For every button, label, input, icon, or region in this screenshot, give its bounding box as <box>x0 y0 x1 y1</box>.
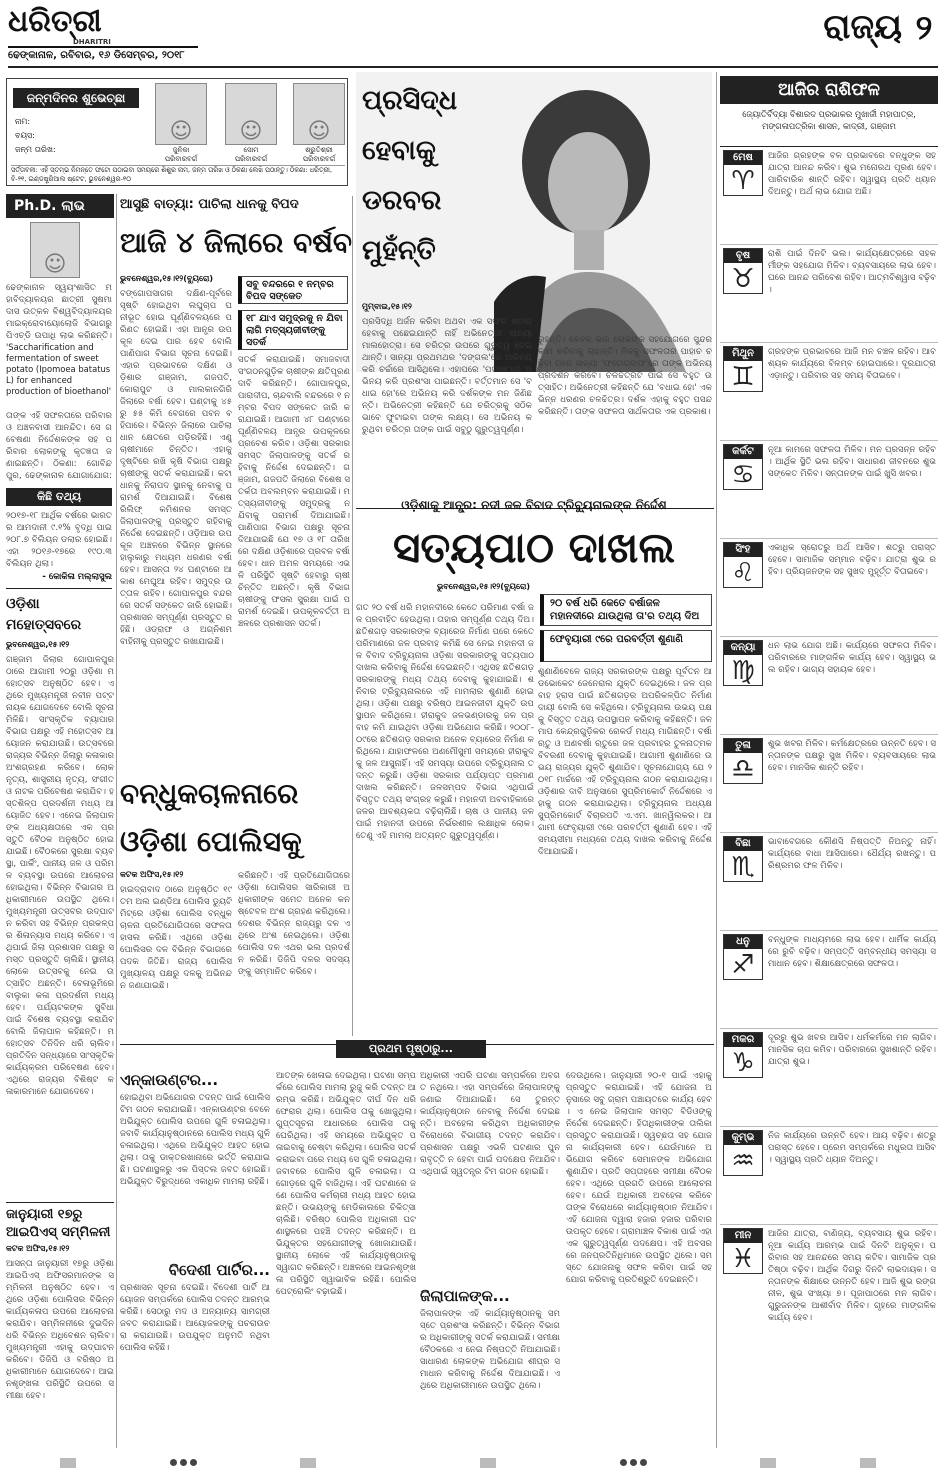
encounter-body: ହୋଇଥିବା ଅଭିଯୋଗର ତଦନ୍ତ ପାଇଁ ପୋଲିସ ଟିମ ଗଠନ କରାଯାଇଛି। ଏନ୍‌କାଉଣ୍ଟର ବେଳେ ଅଭିଯୁକ୍ତ ପୋଲିସ ଉପରେ ଗୁଳି ଚଳାଇଥିଲା। ଜବାବି କାର୍ଯ୍ୟାନୁଷ୍ଠାନରେ ପୋଲିସ ମଧ୍ୟ ଗୁଳି ଚଳାଇଥିଲା। ଏଥିରେ ଅଭିଯୁକ୍ତ ଆହତ ହୋଇଥିଲା। ତାକୁ ଡାକ୍ତରଖାନାରେ ଭର୍ତ୍ତି କରାଯାଇଛି। ଘଟଣାସ୍ଥଳରୁ ଏକ ପିସ୍ତଲ ଜବତ ହୋଇଛି। ଅଭିଯୁକ୍ତ ବିରୁଦ୍ଧରେ ଏକାଧିକ ମାମଲା ରହିଛି। <box>120 1093 270 1187</box>
rashi-badge <box>723 836 763 882</box>
rashi-badge <box>723 640 763 686</box>
rashi-text: ନିଜ କାର୍ଯ୍ୟରେ ଉନ୍ନତି ହେବ। ଆୟ ବଢ଼ିବ। ଶତ୍ରୁ ପରାସ୍ତ ହେବେ। ପ୍ରେମ ସମ୍ପର୍କରେ ମଧୁରତା ଆସିବ। ସ୍ୱାସ୍ଥ୍ୟ ପ୍ରତି ଧ୍ୟାନ ଦିଅନ୍ତୁ। <box>768 1131 936 1165</box>
dateline: ଢେଙ୍କାନାଳ, ରବିବାର, ୧୬ ଡିସେମ୍ବର, ୨୦୧୮ <box>8 46 198 64</box>
rashi-badge <box>723 1032 763 1078</box>
encounter-subhead: ଏନ୍‌କାଉଣ୍ଟର... <box>120 1071 219 1089</box>
mahotsav-headline: ଓଡ଼ିଶା ମହୋତ୍ସବରେ <box>6 596 82 633</box>
rashi-name: ତୁଳା <box>724 739 762 753</box>
phd-title: Ph.D. ଲାଭ <box>6 194 114 218</box>
rashi-divider <box>720 244 938 245</box>
prathama-body-col3: ଅଧିକାରୀ ଏପରି ଘଟଣା ସମ୍ପର୍କରେ ଅବଗତ ନଥିଲେ। ଏହା ସମ୍ପର୍କରେ ଜିଲାପାଳଙ୍କୁ ଜଣାଇ ଦିଆଯାଇଛି। ସେ ତୁରନ୍ତ କାର୍ଯ୍ୟାନୁଷ୍ଠାନ ନେବାକୁ ନିର୍ଦ୍ଦେଶ ଦେଇଛନ୍ତି। ଅବହେଳା କରିଥିବା ଅଧିକାରୀଙ୍କ ବିରୋଧରେ ବିଭାଗୀୟ ତଦନ୍ତ କରାଯିବ। ପ୍ରଶାସନ ପକ୍ଷରୁ ଏଭଳି ଘଟଣାର ପୁନରାବୃତ୍ତି ନ ହେବା ପାଇଁ ପଦକ୍ଷେପ ନିଆଯିବ। ଏଥିପାଇଁ ସ୍ୱତନ୍ତ୍ର ଟିମ ଗଠନ ହୋଇଛି। <box>420 1071 560 1177</box>
kichhi-body: ୨୦୧୭-୧୮ ଆର୍ଥିକ ବର୍ଷରେ ଭାରତର ଆମଦାନୀ ୯.୧% ବୃଦ୍ଧି ପାଇ ୨୦୮.୭ ବିଲିୟନ ଡଲାର ହୋଇଛି। ଏହା ୨୦୧୬-୧୭ରେ ୧୯୦.୩ ବିଲିୟନ ଥିଲା। <box>6 511 112 568</box>
rashi-badge <box>723 1228 763 1274</box>
zodiac-icon: ♓ <box>731 1244 755 1274</box>
cyclone-body-col2: ସତର୍କ କରାଯାଇଛି। ସମାଜବାଦୀ ସଂଗଠନଗୁଡ଼ିକ ଚାଷୀଙ୍କ କ୍ଷତିପୂରଣ ଦାବି କରିଛନ୍ତି। ଗୋପାଳପୁର, ପାରାଦୀପ, ଚାନ୍ଦବାଲି ବନ୍ଦରରେ ୧ ନମ୍ବର ବିପଦ ସଙ୍କେତ ଜାରି କରାଯାଇଛି। ଆଗାମୀ ୪୮ ଘଣ୍ଟାରେ ଘୂର୍ଣ୍ଣିବଳୟ ଆନ୍ଧ୍ର ଉପକୂଳରେ ପ୍ରବେଶ କରିବ। ଓଡ଼ିଶା ସରକାର ସମସ୍ତ ଜିଲାପାଳଙ୍କୁ ସତର୍କ ରହିବାକୁ ନିର୍ଦ୍ଦେଶ ଦେଇଛନ୍ତି। ଗଞ୍ଜାମ, ଗଜପତି ଜିଲାରେ ବିଶେଷ ସତର୍କତା ଅବଲମ୍ବନ କରାଯାଇଛି। ମତ୍ସ୍ୟଜୀବୀଙ୍କୁ ସମୁଦ୍ରକୁ ନ ଯିବାକୁ ପରାମର୍ଶ ଦିଆଯାଇଛି। ପାଣିପାଗ ବିଭାଗ ପକ୍ଷରୁ ସୂଚନା ଦିଆଯାଇଛି ଯେ ୧୭ ଓ ୧୮ ତାରିଖରେ ଦକ୍ଷିଣ ଓଡ଼ିଶାରେ ପ୍ରବଳ ବର୍ଷା ହେବ। ଧାନ ଅମଳ ସମୟରେ ଏଭଳି ପରିସ୍ଥିତି ସୃଷ୍ଟି ହେବାରୁ ଚାଷୀ ଚିନ୍ତିତ ଅଛନ୍ତି। କୃଷି ବିଭାଗ ଚାଷୀଙ୍କୁ ଫସଲ ସୁରକ୍ଷା ପାଇଁ ପରାମର୍ଶ ଦେଇଛି। ଉପକୂଳବର୍ତ୍ତୀ ଅଞ୍ଚଳରେ ପ୍ରଶାସନ ସତର୍କ। <box>238 355 350 629</box>
footer-dots-1 <box>170 1459 197 1466</box>
zodiac-icon: ♊ <box>731 362 755 392</box>
rashi-divider <box>720 1028 938 1029</box>
january-body: ଆସନ୍ତା ଜାନୁୟାରୀ ୧୭ରୁ ଓଡ଼ିଶା ଆଇପିଏସ୍ ଅଫିସରମାନଙ୍କ ସମ୍ମିଳନୀ ଅନୁଷ୍ଠିତ ହେବ। ଏଥିରେ ଓଡ଼ିଶା ପୋଲିସର ବିଭିନ୍ନ କାର୍ଯ୍ୟକଳାପ ଉପରେ ଆଲୋଚନା କରାଯିବ। ସମ୍ମିଳନୀରେ ଦୁଇଦିନ ଧରି ବିଭିନ୍ନ ଅଧିବେଶନ ଚାଲିବ। ମୁଖ୍ୟମନ୍ତ୍ରୀ ଏହାକୁ ଉଦ୍‌ଘାଟନ କରିବେ। ଡିଜିପି ଓ ବରିଷ୍ଠ ଅଧିକାରୀମାନେ ଯୋଗଦେବେ। ଆଇନଶୃଙ୍ଖଳା ପରିସ୍ଥିତି ଉପରେ ସମୀକ୍ଷା ହେବ। <box>6 1259 114 1401</box>
rashi-text: ନୂଆ କାମରେ ସଫଳତା ମିଳିବ। ମନ ପ୍ରସନ୍ନ ରହିବ। ଆର୍ଥିକ ସ୍ଥିତି ଭଲ ରହିବ। ସାଧାରଣ ଜୀବନରେ ଶୁଭ ସଙ୍କେତ ମିଳିବ। ସନ୍ତାନଙ୍କ ପାଇଁ ଖୁସି ଖବର। <box>768 445 936 479</box>
rashi-text: ଆଜିର ଗ୍ରହଙ୍କ ବଳ ପ୍ରଭାବରେ ବନ୍ଧୁଙ୍କ ସହ ଯାତ୍ରା ଆନନ୍ଦ କରିବ। ଶୁଭ ମନୋରଥ ପୂରଣ ହେବ। ପାରିବାରିକ ଶାନ୍ତି ରହିବ। ସ୍ୱାସ୍ଥ୍ୟ ପ୍ରତି ଧ୍ୟାନ ଦିଅନ୍ତୁ। ଅର୍ଥ ଲାଭ ଯୋଗ ଅଛି। <box>768 151 936 197</box>
rashi-divider <box>720 1126 938 1127</box>
rashi-name: ମକର <box>724 1033 762 1047</box>
kichhi-title: କିଛି ତଥ୍ୟ <box>6 488 112 506</box>
rashi-text: ଶୁଭ ଖବର ମିଳିବ। କର୍ମକ୍ଷେତ୍ରରେ ଉନ୍ନତି ହେବ। ସନ୍ତାନଙ୍କ ପକ୍ଷରୁ ସୁଖ ମିଳିବ। ବ୍ୟବସାୟରେ ଲାଭ ହେବ। ମାନସିକ ଶାନ୍ତି ରହିବ। <box>768 739 936 773</box>
prathama-body-col4: ଦେଉଥିଲେ। ଜାନୁୟାରୀ ୨୦-୧ ପାଇଁ ଏହାକୁ ପ୍ରସ୍ତୁତ କରାଯାଇଛି। ଏହି ଯୋଜନା ଅନୁସାରେ ସବୁ ଗ୍ରାମ ପଞ୍ଚାୟତରେ କାର୍ଯ୍ୟ ହେବ। ଏ ନେଇ ଜିଲାପାଳ ସମସ୍ତ ବିଡିଓଙ୍କୁ ନିର୍ଦ୍ଦେଶ ଦେଇଛନ୍ତି। ହିତାଧିକାରୀଙ୍କ ତାଲିକା ପ୍ରସ୍ତୁତ କରାଯାଉଛି। ସ୍ୱଚ୍ଛତା ସହ ଯୋଜନା କାର୍ଯ୍ୟକାରୀ ହେବ। ଯେଉଁମାନେ ଅଭିଯୋଗ କରିବେ ସେମାନଙ୍କ ଅଭିଯୋଗ ଶୁଣାଯିବ। ପ୍ରତି ସପ୍ତାହରେ ସମୀକ୍ଷା ବୈଠକ ହେବ। ଏଥିରେ ପ୍ରଗତି ଉପରେ ଆଲୋଚନା ହେବ। ଯେଉଁ ଅଧିକାରୀ ଅବହେଳା କରିବେ ତାଙ୍କ ବିରୋଧରେ କାର୍ଯ୍ୟାନୁଷ୍ଠାନ ନିଆଯିବ। ଏହି ଯୋଜନା ଦ୍ୱାରା ହଜାର ହଜାର ପରିବାର ଉପକୃତ ହେବେ। ଗ୍ରାମାଞ୍ଚଳ ବିକାଶ ପାଇଁ ଏହା ଏକ ଗୁରୁତ୍ୱପୂର୍ଣ୍ଣ ପଦକ୍ଷେପ। ଏହି ଅବସରରେ ଜନପ୍ରତିନିଧିମାନେ ଉପସ୍ଥିତ ଥିଲେ। ସମସ୍ତେ ଯୋଜନାକୁ ସଫଳ କରିବା ପାଇଁ ସହଯୋଗ କରିବାକୁ ପ୍ରତିଶ୍ରୁତି ଦେଇଛନ୍ତି। <box>566 1071 712 1285</box>
nadi-headline: ସତ୍ୟପାଠ ଦାଖଲ <box>392 523 676 572</box>
rashi-text: ଆଜିର ଯାତ୍ରା, ବାଣିଜ୍ୟ, ବ୍ୟବସାୟ ଶୁଭ ରହିବ। ନୂଆ କାର୍ଯ୍ୟ ଆରମ୍ଭ ପାଇଁ ଦିନଟି ଅନୁକୂଳ। ପରିବାର ସହ ଆନନ୍ଦରେ ସମୟ କଟିବ। ସାମାଜିକ ପ୍ରତିଷ୍ଠା ବଢ଼ିବ। ଆର୍ଥିକ ଦିଗରୁ ଦିନଟି ଲାଭଦାୟକ। ସନ୍ତାନଙ୍କ ଶିକ୍ଷାରେ ଉନ୍ନତି ହେବ। ଆଜି ଶୁଭ ରଙ୍ଗ ନୀଳ, ଶୁଭ ସଂଖ୍ୟା ୭। ପୂଜାପାଠରେ ମନ ଲାଗିବ। ଗୁରୁଜନଙ୍କ ଆଶୀର୍ବାଦ ମିଳିବ। ଗୃହରେ ମାଙ୍ଗଳିକ କାର୍ଯ୍ୟ ହେବ। <box>768 1229 936 1323</box>
section-title: ରାଜ୍ୟ <box>823 7 902 47</box>
phd-photo: ☺ <box>30 222 80 278</box>
birthday-box <box>6 78 348 186</box>
footer-dots-2 <box>620 1459 647 1466</box>
rashi-divider <box>720 1224 938 1225</box>
january-headline: ଜାନୁୟାରୀ ୧୭ରୁ ଆଇପିଏସ୍ ସମ୍ମିଳନୀ <box>6 1207 111 1240</box>
rashi-divider <box>720 440 938 441</box>
police-headline: ବନ୍ଧୁକଚାଳନାରେ ଓଡ଼ିଶା ପୋଲିସକୁ <box>120 777 302 858</box>
phd-body-1: ଢେଙ୍କାନାଳ ସ୍ୱୟଂଶାସିତ ମହାବିଦ୍ୟାଳୟର ଛାତ୍ରୀ ସୁଷମା ଦାସ ଉତ୍କଳ ବିଶ୍ୱବିଦ୍ୟାଳୟର ମାଇକ୍ରୋବାୟୋଲୋଜି ବିଭାଗରୁ ପିଏଚ୍‌ଡି ଉପାଧି ଲାଭ କରିଛନ୍ତି। <box>6 283 112 341</box>
cyclone-dateline: ଭୁବନେଶ୍ୱର,୧୫।୧୨(ବ୍ୟୁରୋ) <box>120 274 214 283</box>
rashi-name: କୁମ୍ଭ <box>724 1131 762 1145</box>
zodiac-icon: ♉ <box>731 264 755 294</box>
cyclone-box-1: ସବୁ ବନ୍ଦରରେ ୧ ନମ୍ବର ବିପଦ ସଙ୍କେତ <box>238 276 348 304</box>
rashi-divider <box>720 832 938 833</box>
birthday-title: ଜନ୍ମଦିନର ଶୁଭେଚ୍ଛା <box>13 88 139 108</box>
rashi-name: ଧନୁ <box>724 935 762 949</box>
nadi-body-col1: ଗତ ୨୦ ବର୍ଷ ଧରି ମହାନଦୀରେ କେତେ ପରିମାଣ ବର୍ଷା ଜଳ ପ୍ରବାହିତ ହେଉଥିଲା। ତାହାର ସମ୍ପୂର୍ଣ୍ଣ ତଥ୍ୟ ଦିଅ। ଛତିଶଗଡ଼ ସରକାରଙ୍କ ବ୍ୟାରେଜ ନିର୍ମାଣ ପରେ କେତେ ପରିମାଣରେ ଜଳ ପ୍ରବାହ କମିଛି ସେ ନେଇ ମହାନଦୀ ଜଳ ବିବାଦ ଟ୍ରିବ୍ୟୁନାଲ ଓଡ଼ିଶା ସରକାରଙ୍କୁ ସତ୍ୟପାଠ ଦାଖଲ କରିବାକୁ ନିର୍ଦ୍ଦେଶ ଦେଇଛନ୍ତି। ଏଥିସହ ଛତିଶଗଡ଼ ସରକାରଙ୍କୁ ମଧ୍ୟ ତଥ୍ୟ ଦେବାକୁ କୁହାଯାଇଛି। ଶନିବାର ଟ୍ରିବ୍ୟୁନାଲରେ ଏହି ମାମଲାର ଶୁଣାଣି ହୋଇଥିଲା। ଓଡ଼ିଶା ପକ୍ଷରୁ ବରିଷ୍ଠ ଆଇନଜୀବୀ ଯୁକ୍ତି ଉପସ୍ଥାପନ କରିଥିଲେ। ହୀରାକୁଦ ଜଳଭଣ୍ଡାରକୁ ଜଳ ପ୍ରବାହ କମି ଯାଇଥିବା ଓଡ଼ିଶା ଅଭିଯୋଗ କରିଛି। ୨୦୦୮-୦୯ରେ ଛତିଶଗଡ଼ ସରକାର ଅନେକ ବ୍ୟାରେଜ ନିର୍ମାଣ କରିଥିଲେ। ଯାହାଫଳରେ ଅଣମୌସୁମୀ ସମୟରେ ହୀରାକୁଦକୁ ଜଳ ଆସୁନାହିଁ। ଏହି ସମସ୍ୟା ଉପରେ ଟ୍ରିବ୍ୟୁନାଲ ତଦନ୍ତ କରୁଛି। ଓଡ଼ିଶା ସରକାର ପର୍ଯ୍ୟାପ୍ତ ପ୍ରମାଣ ଦାଖଲ କରିଛନ୍ତି। ଜଳସମ୍ପଦ ବିଭାଗ ଏଥିପାଇଁ ବିସ୍ତୃତ ତଥ୍ୟ ସଂଗ୍ରହ କରୁଛି। ମହାନଦୀ ଅବବାହିକାରେ ଜଳର ଆବଶ୍ୟକତା ବଢ଼ିଚାଲିଛି। ଚାଷ ଓ ପାନୀୟ ଜଳ ପାଇଁ ମହାନଦୀ ଉପରେ ନିର୍ଭରଶୀଳ ଲକ୍ଷାଧିକ ଲୋକ। ତେଣୁ ଏହି ମାମଲା ଅତ୍ୟନ୍ତ ଗୁରୁତ୍ୱପୂର୍ଣ୍ଣ। <box>356 603 534 841</box>
child-caption-3: ଶ୍ରୁତିଶ୍ରୀ ପରିବାରବର୍ଗ <box>302 146 336 163</box>
birthday-fields: ନାମ: ବୟସ: ଜନ୍ମ ତାରିଖ: <box>15 117 56 154</box>
rashi-name: ମୀନ <box>724 1229 762 1243</box>
footer-mark-1 <box>60 1458 76 1468</box>
color-registration-footer <box>0 1454 945 1471</box>
rashi-text: ଗ୍ରହଙ୍କ ପ୍ରଭାବରେ ଆଜି ମନ ଚଞ୍ଚଳ ରହିବ। ଆବଶ୍ୟକ କାର୍ଯ୍ୟରେ ବିଳମ୍ବ ହୋଇପାରେ। ଦୂରଯାତ୍ରା ଏଡ଼ାନ୍ତୁ। ପରିବାର ସହ ସମୟ ବିତାଇବେ। <box>768 347 936 381</box>
child-photo-1: ☺ <box>155 83 207 145</box>
phd-body-2: ତାଙ୍କ ଏହି ସଫଳତାରେ ପରିବାର ଓ ଅଞ୍ଚଳବାସୀ ଆନନ୍ଦିତ। ସେ ଗବେଷଣା ନିର୍ଦ୍ଦେଶକଙ୍କ ସହ ପରିବାର ଲୋକଙ୍କୁ କୃତଜ୍ଞତା ଜଣାଇଛନ୍ତି। ଠିକଣା: ଗୋବିନ୍ଦପୁର, ଢେଙ୍କାନାଳ ଯୋଗାଯୋଗ: <box>6 411 112 481</box>
rashi-text: ଭାବାବେଗରେ କୌଣସି ନିଷ୍ପତ୍ତି ନିଅନ୍ତୁ ନାହିଁ। କାର୍ଯ୍ୟରେ ବାଧା ଆସିପାରେ। ଧୈର୍ଯ୍ୟ ରଖନ୍ତୁ। ପରିଶ୍ରମର ଫଳ ମିଳିବ। <box>768 837 936 871</box>
nadi-dateline: ଭୁବନେଶ୍ୱର,୧୫।୧୨(ବ୍ୟୁରୋ) <box>436 582 530 591</box>
rashi-name: ମିଥୁନ <box>724 347 762 361</box>
nadi-kicker: ଓଡ଼ିଶାକୁ ଆନ୍ଧ୍ର: ନଦୀ ଜଳ ବିବାଦ ଟ୍ରିବ୍ୟୁନାଲଙ୍କ ନିର୍ଦ୍ଦେଶ <box>401 498 667 512</box>
rashi-badge <box>723 248 763 294</box>
rashi-text: ବନ୍ଧୁଙ୍କ ମାଧ୍ୟମରେ ଲାଭ ହେବ। ଧାର୍ମିକ କାର୍ଯ୍ୟରେ ରୁଚି ବଢ଼ିବ। ସମ୍ପତ୍ତି ସମ୍ବନ୍ଧୀୟ ସମସ୍ୟା ସମାଧାନ ହେବ। ଶିକ୍ଷାକ୍ଷେତ୍ରରେ ସଫଳତା। <box>768 935 936 969</box>
nadi-box-1: ୨୦ ବର୍ଷ ଧରି କେତେ ବର୍ଷାଜଳ ମହାନଦୀରେ ଯାଉଥିଲା ତା'ର ତଥ୍ୟ ଦିଅ <box>540 594 712 626</box>
rashi-divider <box>720 930 938 931</box>
rashi-name: ମେଷ <box>724 151 762 165</box>
footer-mark-5 <box>860 1458 876 1468</box>
cyclone-kicker: ଆସୁଛି ବାତ୍ୟା: ପାଚିଲା ଧାନକୁ ବିପଦ <box>120 197 299 212</box>
rashi-badge <box>723 444 763 490</box>
sanya-headline: ପ୍ରସିଦ୍ଧ ହେବାକୁ ଡରବର ମୁହଁନ୍ତି <box>362 85 458 266</box>
rashi-badge <box>723 934 763 980</box>
zodiac-icon: ♑ <box>731 1048 755 1078</box>
videshi-body-col1: ପ୍ରଶାସନ ସୂଚନା ଦେଇଛି। ବିଦେଶୀ ପାର୍ଟି ଆୟୋଜନ ସମ୍ପର୍କରେ ପୋଲିସ ତଦନ୍ତ ଆରମ୍ଭ କରିଛି। ସେଠାରୁ ମଦ ଓ ଅନ୍ୟାନ୍ୟ ସାମଗ୍ରୀ ଜବତ କରାଯାଇଛି। ଆୟୋଜକଙ୍କୁ ପଚରାଉଚରା କରାଯାଉଛି। ଉପଯୁକ୍ତ ଅନୁମତି ନଥିବା ପୋଲିସ କହିଛି। <box>120 1283 270 1353</box>
footer-mark-4 <box>760 1458 776 1468</box>
police-dateline: କଟକ ଅଫିସ,୧୫।୧୨ <box>120 870 184 879</box>
rashifal-byline: ଜ୍ୟୋତିର୍ବିଦ୍ୟା ବିଶାରଦ ପ୍ରଭାକର ମୁଖାର୍ଜୀ ମହାପାତ୍ର, ମଙ୍ଗଳାପତ୍ରିକା ଶାସନ, କାଦ୍ରୀ, ଗଞ୍ଜାମ <box>742 109 916 131</box>
rashi-name: ସିଂହ <box>724 543 762 557</box>
footer-mark-3 <box>480 1458 496 1468</box>
zodiac-icon: ♒ <box>731 1146 755 1176</box>
police-body-col1: ହାଇଦ୍ରାବାଦ ଠାରେ ଅନୁଷ୍ଠିତ ୧୯ତମ ଅଲ ଇଣ୍ଡିଆ ପୋଲିସ ଡ୍ୟୁଟି ମିଟ୍‌ରେ ଓଡ଼ିଶା ପୋଲିସ ବନ୍ଧୁକଚାଳନା ପ୍ରତିଯୋଗିତାରେ ସଫଳତା ହାସଲ କରିଛି। ଏଥିରେ ଓଡ଼ିଶା ପୋଲିସର ଦଳ ବିଭିନ୍ନ ବିଭାଗରେ ପଦକ ଜିତିଛି। ରାଜ୍ୟ ପୋଲିସ ମୁଖ୍ୟାଳୟ ପକ୍ଷରୁ ଦଳକୁ ଅଭିନନ୍ଦନ ଜଣାଯାଇଛି। <box>120 885 232 991</box>
rashifal-title: ଆଜିର ରାଶିଫଳ <box>720 76 938 104</box>
rashi-text: ଏକାଧିକ ସ୍ରୋତରୁ ଅର୍ଥ ଆସିବ। ଶତ୍ରୁ ପରାସ୍ତ ହେବେ। ସାମାଜିକ ସମ୍ମାନ ବଢ଼ିବ। ଯାତ୍ରା ଶୁଭ ରହିବ। ପ୍ରିୟଜନଙ୍କ ସହ ସୁଖଦ ମୁହୂର୍ତ୍ତ ବିତାଇବେ। <box>768 543 936 577</box>
child-caption-1: ଜୁନିକା ପରିବାରବର୍ଗ <box>164 146 198 163</box>
logo-subtext: DHARITRI <box>73 38 111 46</box>
rashi-text: ଦୂରରୁ ଶୁଭ ଖବର ଆସିବ। ଧର୍ମକର୍ମରେ ମନ ଲାଗିବ। ମାନସିକ ଚାପ କମିବ। ପରିବାରରେ ସୁଖଶାନ୍ତି ରହିବ। ଯାତ୍ରା ଶୁଭ। <box>768 1033 936 1067</box>
nadi-box-2: ଫେବୃୟାରୀ ୯ରେ ପରବର୍ତ୍ତୀ ଶୁଣାଣି <box>540 630 712 662</box>
logo-text: ଧରିତ୍ରୀ <box>8 6 102 39</box>
zodiac-icon: ♏ <box>731 852 755 882</box>
zodiac-icon: ♐ <box>731 950 755 980</box>
rashi-text: ଧନ ଲାଭ ଯୋଗ ଅଛି। କାର୍ଯ୍ୟରେ ସଫଳତା ମିଳିବ। ପରିବାରରେ ମାଙ୍ଗଳିକ କାର୍ଯ୍ୟ ହେବ। ସ୍ୱାସ୍ଥ୍ୟ ଭଲ ରହିବ। ଭାଗ୍ୟ ସହାୟକ ହେବ। <box>768 641 936 675</box>
mahotsav-body: ଗଞ୍ଜାମ ଜିଲାର ଗୋପାଳପୁରଠାରେ ଆଗାମୀ ୨୦ରୁ ଓଡ଼ିଶା ମହୋତ୍ସବ ଅନୁଷ୍ଠିତ ହେବ। ଏଥିରେ ମୁଖ୍ୟମନ୍ତ୍ରୀ ନବୀନ ପଟ୍ଟନାୟକ ଯୋଗଦେବେ ବୋଲି ସୂଚନା ମିଳିଛି। ସାଂସ୍କୃତିକ ବ୍ୟାପାର ବିଭାଗ ପକ୍ଷରୁ ଏହି ମହୋତ୍ସବ ଆୟୋଜନ କରାଯାଉଛି। ଉତ୍ସବରେ ରାଜ୍ୟର ବିଭିନ୍ନ ଜିଲାରୁ କଳାକାର ଅଂଶଗ୍ରହଣ କରିବେ। ଲୋକନୃତ୍ୟ, ଶାସ୍ତ୍ରୀୟ ନୃତ୍ୟ, ସଂଗୀତ ଓ ନାଟକ ପରିବେଷଣ କରାଯିବ। ହସ୍ତଶିଳ୍ପ ପ୍ରଦର୍ଶନୀ ମଧ୍ୟ ଆୟୋଜିତ ହେବ। ଏନେଇ ଜିଲାପାଳଙ୍କ ଅଧ୍ୟକ୍ଷତାରେ ଏକ ପ୍ରସ୍ତୁତି ବୈଠକ ଅନୁଷ୍ଠିତ ହୋଇଯାଇଛି। ବୈଠକରେ ସୁରକ୍ଷା ବ୍ୟବସ୍ଥା, ପାର୍କିଂ, ପାନୀୟ ଜଳ ଓ ପରିମଳ ବ୍ୟବସ୍ଥା ଉପରେ ଆଲୋଚନା ହୋଇଥିଲା। ବିଭିନ୍ନ ବିଭାଗର ଅଧିକାରୀମାନେ ଉପସ୍ଥିତ ଥିଲେ। ମୁଖ୍ୟମନ୍ତ୍ରୀ ଉତ୍ସବର ଉଦ୍‌ଘାଟନ କରିବା ସହ ବିଭିନ୍ନ ପ୍ରକଳ୍ପର ଶିଳାନ୍ୟାସ ମଧ୍ୟ କରିବେ। ଏଥିପାଇଁ ଜିଲା ପ୍ରଶାସନ ପକ୍ଷରୁ ସମସ୍ତ ପ୍ରସ୍ତୁତି ଚାଲିଛି। ସ୍ଥାନୀୟ ଲୋକେ ଉତ୍ସବକୁ ନେଇ ଉତ୍ସାହିତ ଅଛନ୍ତି। ବେଳାଭୂମିରେ ବାଲୁକା କଳା ପ୍ରଦର୍ଶନୀ ମଧ୍ୟ ହେବ। ପର୍ଯ୍ୟଟକଙ୍କ ସୁବିଧା ପାଇଁ ବିଶେଷ ବ୍ୟବସ୍ଥା କରାଯିବ ବୋଲି ଜିଲାପାଳ କହିଛନ୍ତି। ମହୋତ୍ସବ ତିନିଦିନ ଧରି ଚାଲିବ। ପ୍ରତିଦିନ ସନ୍ଧ୍ୟାରେ ସାଂସ୍କୃତିକ କାର୍ଯ୍ୟକ୍ରମ ପରିବେଷଣ ହେବ। ଏଥିରେ ରାଜ୍ୟର ବିଶିଷ୍ଟ କଳାକାରମାନେ ଯୋଗଦେବେ। <box>6 655 114 1097</box>
rashi-name: କର୍କଟ <box>724 445 762 459</box>
kichhi-author: - କୋକିଳା ମଲ୍ଲାସୁଲ <box>42 572 112 582</box>
rashi-badge <box>723 1130 763 1176</box>
rashi-name: କନ୍ୟା <box>724 641 762 655</box>
rashi-badge <box>723 738 763 784</box>
rashi-divider <box>720 636 938 637</box>
masthead-rule <box>8 66 938 68</box>
prathama-title: ପ୍ରଥମ ପୃଷ୍ଠାରୁ... <box>336 1040 486 1058</box>
child-caption-2: ସୋମ ପରିବାରବର୍ଗ <box>234 146 268 163</box>
prathama-body-col2: ଆତଙ୍କ ଖେଳାଇ ଦେଇଥିଲା। ଘଟଣା ସମ୍ପର୍କରେ ପୋଲିସ ମାମଲା ରୁଜୁ କରି ତଦନ୍ତ ଆରମ୍ଭ କରିଛି। ଅଭିଯୁକ୍ତ ଦୀର୍ଘ ଦିନ ଧରି ଫେରାର ଥିଲା। ପୋଲିସ ତାକୁ ଖୋଜୁଥିଲା। ଗୁପ୍ତସୂଚନା ଆଧାରରେ ପୋଲିସ ତାକୁ ଘେରିଥିଲା। ଏହି ସମୟରେ ଅଭିଯୁକ୍ତ ପଳାଇବାକୁ ଚେଷ୍ଟା କରିଥିଲା। ପୋଲିସ ସତର୍କ କରାଇବା ପରେ ମଧ୍ୟ ସେ ଗୁଳି ଚଳାଇଥିଲା। ଜବାବରେ ପୋଲିସ ଗୁଳି ଚଳାଇଲା। ତା ଗୋଡ଼ରେ ଗୁଳି ବାଜିଥିଲା। ଏହି ଘଟଣାରେ ଜଣେ ପୋଲିସ କର୍ମଚାରୀ ମଧ୍ୟ ଆହତ ହୋଇଛନ୍ତି। ଉଭୟଙ୍କୁ ମେଡିକାଲରେ ଚିକିତ୍ସା ଚାଲିଛି। ବରିଷ୍ଠ ପୋଲିସ ଅଧିକାରୀ ଘଟଣାସ୍ଥଳରେ ପହଞ୍ଚି ତଦନ୍ତ କରିଛନ୍ତି। ଅଭିଯୁକ୍ତର ସହଯୋଗୀଙ୍କୁ ଖୋଜାଯାଉଛି। ସ୍ଥାନୀୟ ଲୋକେ ଏହି କାର୍ଯ୍ୟାନୁଷ୍ଠାନକୁ ସ୍ୱାଗତ କରିଛନ୍ତି। ଅଞ୍ଚଳରେ ଆଇନଶୃଙ୍ଖଳା ପରିସ୍ଥିତି ସ୍ୱାଭାବିକ ରହିଛି। ପୋଲିସ ପେଟ୍ରୋଲିଂ ବଢ଼ାଇଛି। <box>276 1071 416 1297</box>
birthday-notice: ସର୍ତ୍ତାବଳୀ: ଏହି ସ୍ତମ୍ଭ ନିମନ୍ତେ ଫଟୋ ପଠାଇବା ସମୟରେ ଶିଶୁର ନାମ, ଜନ୍ମ ତାରିଖ ଓ ଠିକଣା ଲେଖି ପଠାନ୍ତୁ। ଠିକଣା: ଧରିତ୍ରୀ, ବି-୨୧, ଇଣ୍ଡଷ୍ଟ୍ରିଆଲ ଷ୍ଟେଟ, ଭୁବନେଶ୍ୱର-୧୦ <box>11 165 345 185</box>
zodiac-icon: ♎ <box>731 754 755 784</box>
zodiac-icon: ♍ <box>731 656 755 686</box>
child-photo-2: ☺ <box>225 83 277 145</box>
phd-thesis-title: 'Saccharification and fermentation of sweet potato (Ipomoea batatus L) for enhanced production of bioethanol' <box>6 342 112 396</box>
cyclone-box-2: ୧୮ ଯାଏ ସମୁଦ୍ରକୁ ନ ଯିବା ଲାଗି ମତ୍ସ୍ୟଜୀବୀଙ୍କୁ ସତର୍କ <box>238 310 348 350</box>
sanya-body-col2: ରୁହନ୍ତି। କେବଳ ଭଲ ଲୋକଙ୍କ ସହଯୋଗରେ ସୁନ୍ଦର କାମ କରିବାକୁ ଚାହାନ୍ତି। ନିଜକୁ ସଫଳତାର ପାହାଚ ଚଢ଼ିବା ପରେ ସାନ୍ୟା 'ଫଟୋଗ୍ରାଫ'ରେ ତାଙ୍କ ଅଭିନୟ ପ୍ରଦର୍ଶନ କରିବେ। ଚଳଚ୍ଚିତ୍ରଟି ପାଇଁ ସେ ବହୁତ ଉତ୍ସାହିତ। ଅଭିନେତ୍ରୀ କହିଛନ୍ତି ଯେ 'ବଧାଇ ହୋ' ଏକ ଭିନ୍ନ ଧରଣର ଚଳଚ୍ଚିତ୍ର। ଦର୍ଶକ ଏହାକୁ ବହୁତ ପସନ୍ଦ କରିଛନ୍ତି। ତାଙ୍କ ସଫଳତା ସାର୍ଥକତାର ଏକ ପ୍ରକାଶ। <box>538 335 712 417</box>
mahotsav-dateline: ଭୁବନେଶ୍ୱର,୧୫।୧୨ <box>6 640 70 649</box>
footer-mark-2 <box>300 1458 316 1468</box>
rashi-divider <box>720 734 938 735</box>
rashi-name: ବୃଷ <box>724 249 762 263</box>
zodiac-icon: ♈ <box>731 166 755 196</box>
child-photo-3: ☺ <box>293 83 345 145</box>
rashi-badge <box>723 542 763 588</box>
cyclone-body-col1: ବଙ୍ଗୋପସାଗର ଦକ୍ଷିଣ-ପୂର୍ବରେ ସୃଷ୍ଟି ହୋଇଥିବା ଲଘୁଚାପ ଘନୀଭୂତ ହୋଇ ଘୂର୍ଣ୍ଣିବଳୟରେ ପରିଣତ ହୋଇଛି। ଏହା ଆନ୍ଧ୍ର ଉପକୂଳ ଦେଇ ପାର ହେବ ବୋଲି ପାଣିପାଗ ବିଭାଗ ସୂଚନା ଦେଇଛି। ଏହାର ପ୍ରଭାବରେ ଦକ୍ଷିଣ ଓଡ଼ିଶାର ଗଞ୍ଜାମ, ଗଜପତି, କୋରାପୁଟ ଓ ମାଲକାନଗିରି ଜିଲାରେ ବର୍ଷା ହେବ। ଘଣ୍ଟାକୁ ୪୫ ରୁ ୫୫ କିମି ବେଗରେ ପବନ ବହିପାରେ। ବିଭିନ୍ନ ଜିଲାରେ ପାଚିଲା ଧାନ କ୍ଷେତରେ ପଡ଼ିରହିଛି। ଏଣୁ ଚାଷୀମାନେ ଚିନ୍ତିତ। ଏହାକୁ ଦୃଷ୍ଟିରେ ରଖି କୃଷି ବିଭାଗ ପକ୍ଷରୁ ଚାଷୀଙ୍କୁ ସତର୍କ କରାଯାଇଛି। କଟା ଧାନକୁ ନିରାପଦ ସ୍ଥାନକୁ ନେବାକୁ ପରାମର୍ଶ ଦିଆଯାଇଛି। ବିଶେଷ ରିଲିଫ୍ କମିଶନର ସମସ୍ତ ଜିଲାପାଳଙ୍କୁ ପ୍ରସ୍ତୁତ ରହିବାକୁ ନିର୍ଦ୍ଦେଶ ଦେଇଛନ୍ତି। ଓଡ଼ିଆର ଉପକୂଳ ଅଞ୍ଚଳରେ ବିଭିନ୍ନ ସ୍ଥାନରେ ହାଲୁକାରୁ ମଧ୍ୟମ ଧରଣର ବର୍ଷା ହେବ। ଆସନ୍ତା ୨୪ ଘଣ୍ଟାରେ ଆକାଶ ମେଘୁଆ ରହିବ। ସମୁଦ୍ର ଉତ୍ତାଳ ରହିବ। ଗୋପାଳପୁର ବନ୍ଦରରେ ସତର୍କ ସଙ୍କେତ ଜାରି ହୋଇଛି। ପ୍ରଶାସନ ସମ୍ପୂର୍ଣ୍ଣ ପ୍ରସ୍ତୁତ ରହିଛି। ଓଡ୍ରାଫ ଓ ଅଗ୍ନିଶମ ବାହିନୀକୁ ପ୍ରସ୍ତୁତ ରଖାଯାଇଛି। <box>120 289 232 647</box>
nadi-body-col2: ଶୁଣାଣିବେଳେ ରାଜ୍ୟ ସରକାରଙ୍କ ପକ୍ଷରୁ ପୂର୍ବତନ ଆଡଭୋକେଟ ଜେନେରାଲ ଯୁକ୍ତି ଦେଇଥିଲେ। ଜଳ ପ୍ରବାହ ହ୍ରାସ ପାଇଁ ଛତିଶଗଡ଼ର ଅପରିକଳ୍ପିତ ନିର୍ମାଣ ଦାୟୀ ବୋଲି ସେ କହିଥିଲେ। ଟ୍ରିବ୍ୟୁନାଲ ଉଭୟ ପକ୍ଷକୁ ବିସ୍ତୃତ ତଥ୍ୟ ଉପସ୍ଥାପନ କରିବାକୁ କହିଛନ୍ତି। ଜଳ ମାପ କେନ୍ଦ୍ରଗୁଡ଼ିକର ରେକର୍ଡ ମଧ୍ୟ ମାଗିଛନ୍ତି। ବର୍ଷା ଋତୁ ଓ ଅଣବର୍ଷା ଋତୁରେ ଜଳ ପ୍ରବାହର ତୁଳନାତ୍ମକ ବିବରଣୀ ଦେବାକୁ କୁହାଯାଇଛି। ଆଗାମୀ ଶୁଣାଣିରେ ଉଭୟ ରାଜ୍ୟର ଯୁକ୍ତି ଶୁଣାଯିବ। ସୂଚନାଯୋଗ୍ୟ ଯେ ୨୦୧୮ ମାର୍ଚ୍ଚରେ ଏହି ଟ୍ରିବ୍ୟୁନାଲ ଗଠନ କରାଯାଇଥିଲା। ଓଡ଼ିଶାର ଦାବି ଅନୁସାରେ ସୁପ୍ରିମକୋର୍ଟ ନିର୍ଦ୍ଦେଶରେ ଏହାକୁ ଗଠନ କରାଯାଇଥିଲା। ଟ୍ରିବ୍ୟୁନାଲ ଅଧ୍ୟକ୍ଷ ସୁପ୍ରିମକୋର୍ଟ ବିଚାରପତି ଏ.ଏମ. ଖାନୱିଲକର। ଆଗାମୀ ଫେବୃୟାରୀ ୯ରେ ପରବର୍ତ୍ତୀ ଶୁଣାଣି ହେବ। ଏହି ସମୟସୀମା ମଧ୍ୟରେ ତଥ୍ୟ ଦାଖଲ କରିବାକୁ ନିର୍ଦ୍ଦେଶ ଦିଆଯାଇଛି। <box>538 667 712 857</box>
zodiac-icon: ♌ <box>731 558 755 588</box>
sanya-body-col1: ପ୍ରସିଦ୍ଧି ଅର୍ଜନ କରିବା ଅଥବା ଏକ ସଫଳ ଷ୍ଟାର୍ ହେବାକୁ ପଛେଇଯାନ୍ତି ନାହିଁ ଅଭିନେତ୍ରୀ ସାନ୍ୟା ମାଲହୋତ୍ରା। ସେ ଚରିତ୍ର ଉପରେ ଗୁରୁତ୍ୱ ଦେଇଥାନ୍ତି। ସାନ୍ୟା ପ୍ରଥମଥର 'ଦଙ୍ଗଲ'ରେ ଅଭିନୟ କରି ଚର୍ଚ୍ଚାରେ ଆସିଥିଲେ। ଏହାପରେ 'ପଟାଖା'ରେ ଅଭିନୟ କରି ପ୍ରଶଂସା ପାଇଛନ୍ତି। ବର୍ତ୍ତମାନ ସେ 'ବଧାଇ ହୋ'ରେ ଅଭିନୟ କରି ଦର୍ଶକଙ୍କ ମନ ଜିଣିଛନ୍ତି। ଅଭିନେତ୍ରୀ କହିଛନ୍ତି ଯେ ଚରିତ୍ରକୁ ସଠିକ ଭାବେ ଫୁଟାଇବା ତାଙ୍କ ଲକ୍ଷ୍ୟ। ସେ ଅଭିନୟ କରୁଥିବା ଚରିତ୍ର ତାଙ୍କ ପାଇଁ ସବୁଠୁ ଗୁରୁତ୍ୱପୂର୍ଣ୍ଣ। <box>362 317 532 435</box>
rashi-divider <box>720 538 938 539</box>
rashi-badge <box>723 346 763 392</box>
police-body-col2: କରିଛନ୍ତି। ଏହି ପ୍ରତିଯୋଗିତାରେ ଓଡ଼ିଶା ପୋଲିସର ସାରିକାରୀ ଅଧିକାରୀଙ୍କ ସମେତ ଅନେକ କନଷ୍ଟେବଳ ଅଂଶ ଗ୍ରହଣ କରିଥିଲେ। ଦେଶର ବିଭିନ୍ନ ରାଜ୍ୟରୁ ଦଳ ଏଥିରେ ଅଂଶ ନେଇଥିଲେ। ଓଡ଼ିଶା ପୋଲିସ ଦଳ ଏଥର ଭଲ ପ୍ରଦର୍ଶନ କରିଛି। ଡିଜିପି ଦଳର ସଦସ୍ୟଙ୍କୁ ସମ୍ମାନିତ କରିବେ। <box>238 871 350 977</box>
page-number: ୨ <box>915 8 933 48</box>
sanya-dateline: ମୁମ୍ବାଇ,୧୫।୧୨ <box>362 302 412 311</box>
rashi-divider <box>720 342 938 343</box>
cyclone-headline: ଆଜି ୪ ଜିଲାରେ ବର୍ଷବ <box>120 226 352 259</box>
zodiac-icon: ♋ <box>731 460 755 490</box>
rashi-text: ରାଶି ପାଇଁ ଦିନଟି ଭଲ। କାର୍ଯ୍ୟକ୍ଷେତ୍ରରେ ସହକର୍ମୀଙ୍କ ସହଯୋଗ ମିଳିବ। ବ୍ୟବସାୟରେ ଲାଭ ହେବ। ଘରେ ଆନନ୍ଦ ପରିବେଶ ରହିବ। ଆତ୍ମବିଶ୍ୱାସ ବଢ଼ିବ। <box>768 249 936 295</box>
videshi-subhead: ବିଦେଶୀ ପାର୍ଟିର... <box>168 1261 270 1279</box>
rashi-badge <box>723 150 763 196</box>
rashi-name: ବିଛା <box>724 837 762 851</box>
jilapal-body: ଜିଲାପାଳଙ୍କ ଏହି କାର୍ଯ୍ୟାନୁଷ୍ଠାନକୁ ସମସ୍ତେ ପ୍ରଶଂସା କରିଛନ୍ତି। ବିଭିନ୍ନ ବିଭାଗର ଅଧିକାରୀଙ୍କୁ ସତର୍କ କରାଯାଇଛି। ସମୀକ୍ଷା ବୈଠକରେ ଏ ନେଇ ନିଷ୍ପତ୍ତି ନିଆଯାଇଛି। ସାଧାରଣ ଲୋକଙ୍କ ଅଭିଯୋଗ ଶୀଘ୍ର ସମାଧାନ କରିବାକୁ ନିର୍ଦ୍ଦେଶ ଦିଆଯାଇଛି। ଏଥିରେ ଅଧିକାରୀମାନେ ଉପସ୍ଥିତ ଥିଲେ। <box>420 1309 560 1391</box>
jilapal-subhead: ଜିଲାପାଳଙ୍କ... <box>420 1287 510 1305</box>
january-dateline: କଟକ ଅଫିସ,୧୫।୧୨ <box>6 1244 70 1253</box>
